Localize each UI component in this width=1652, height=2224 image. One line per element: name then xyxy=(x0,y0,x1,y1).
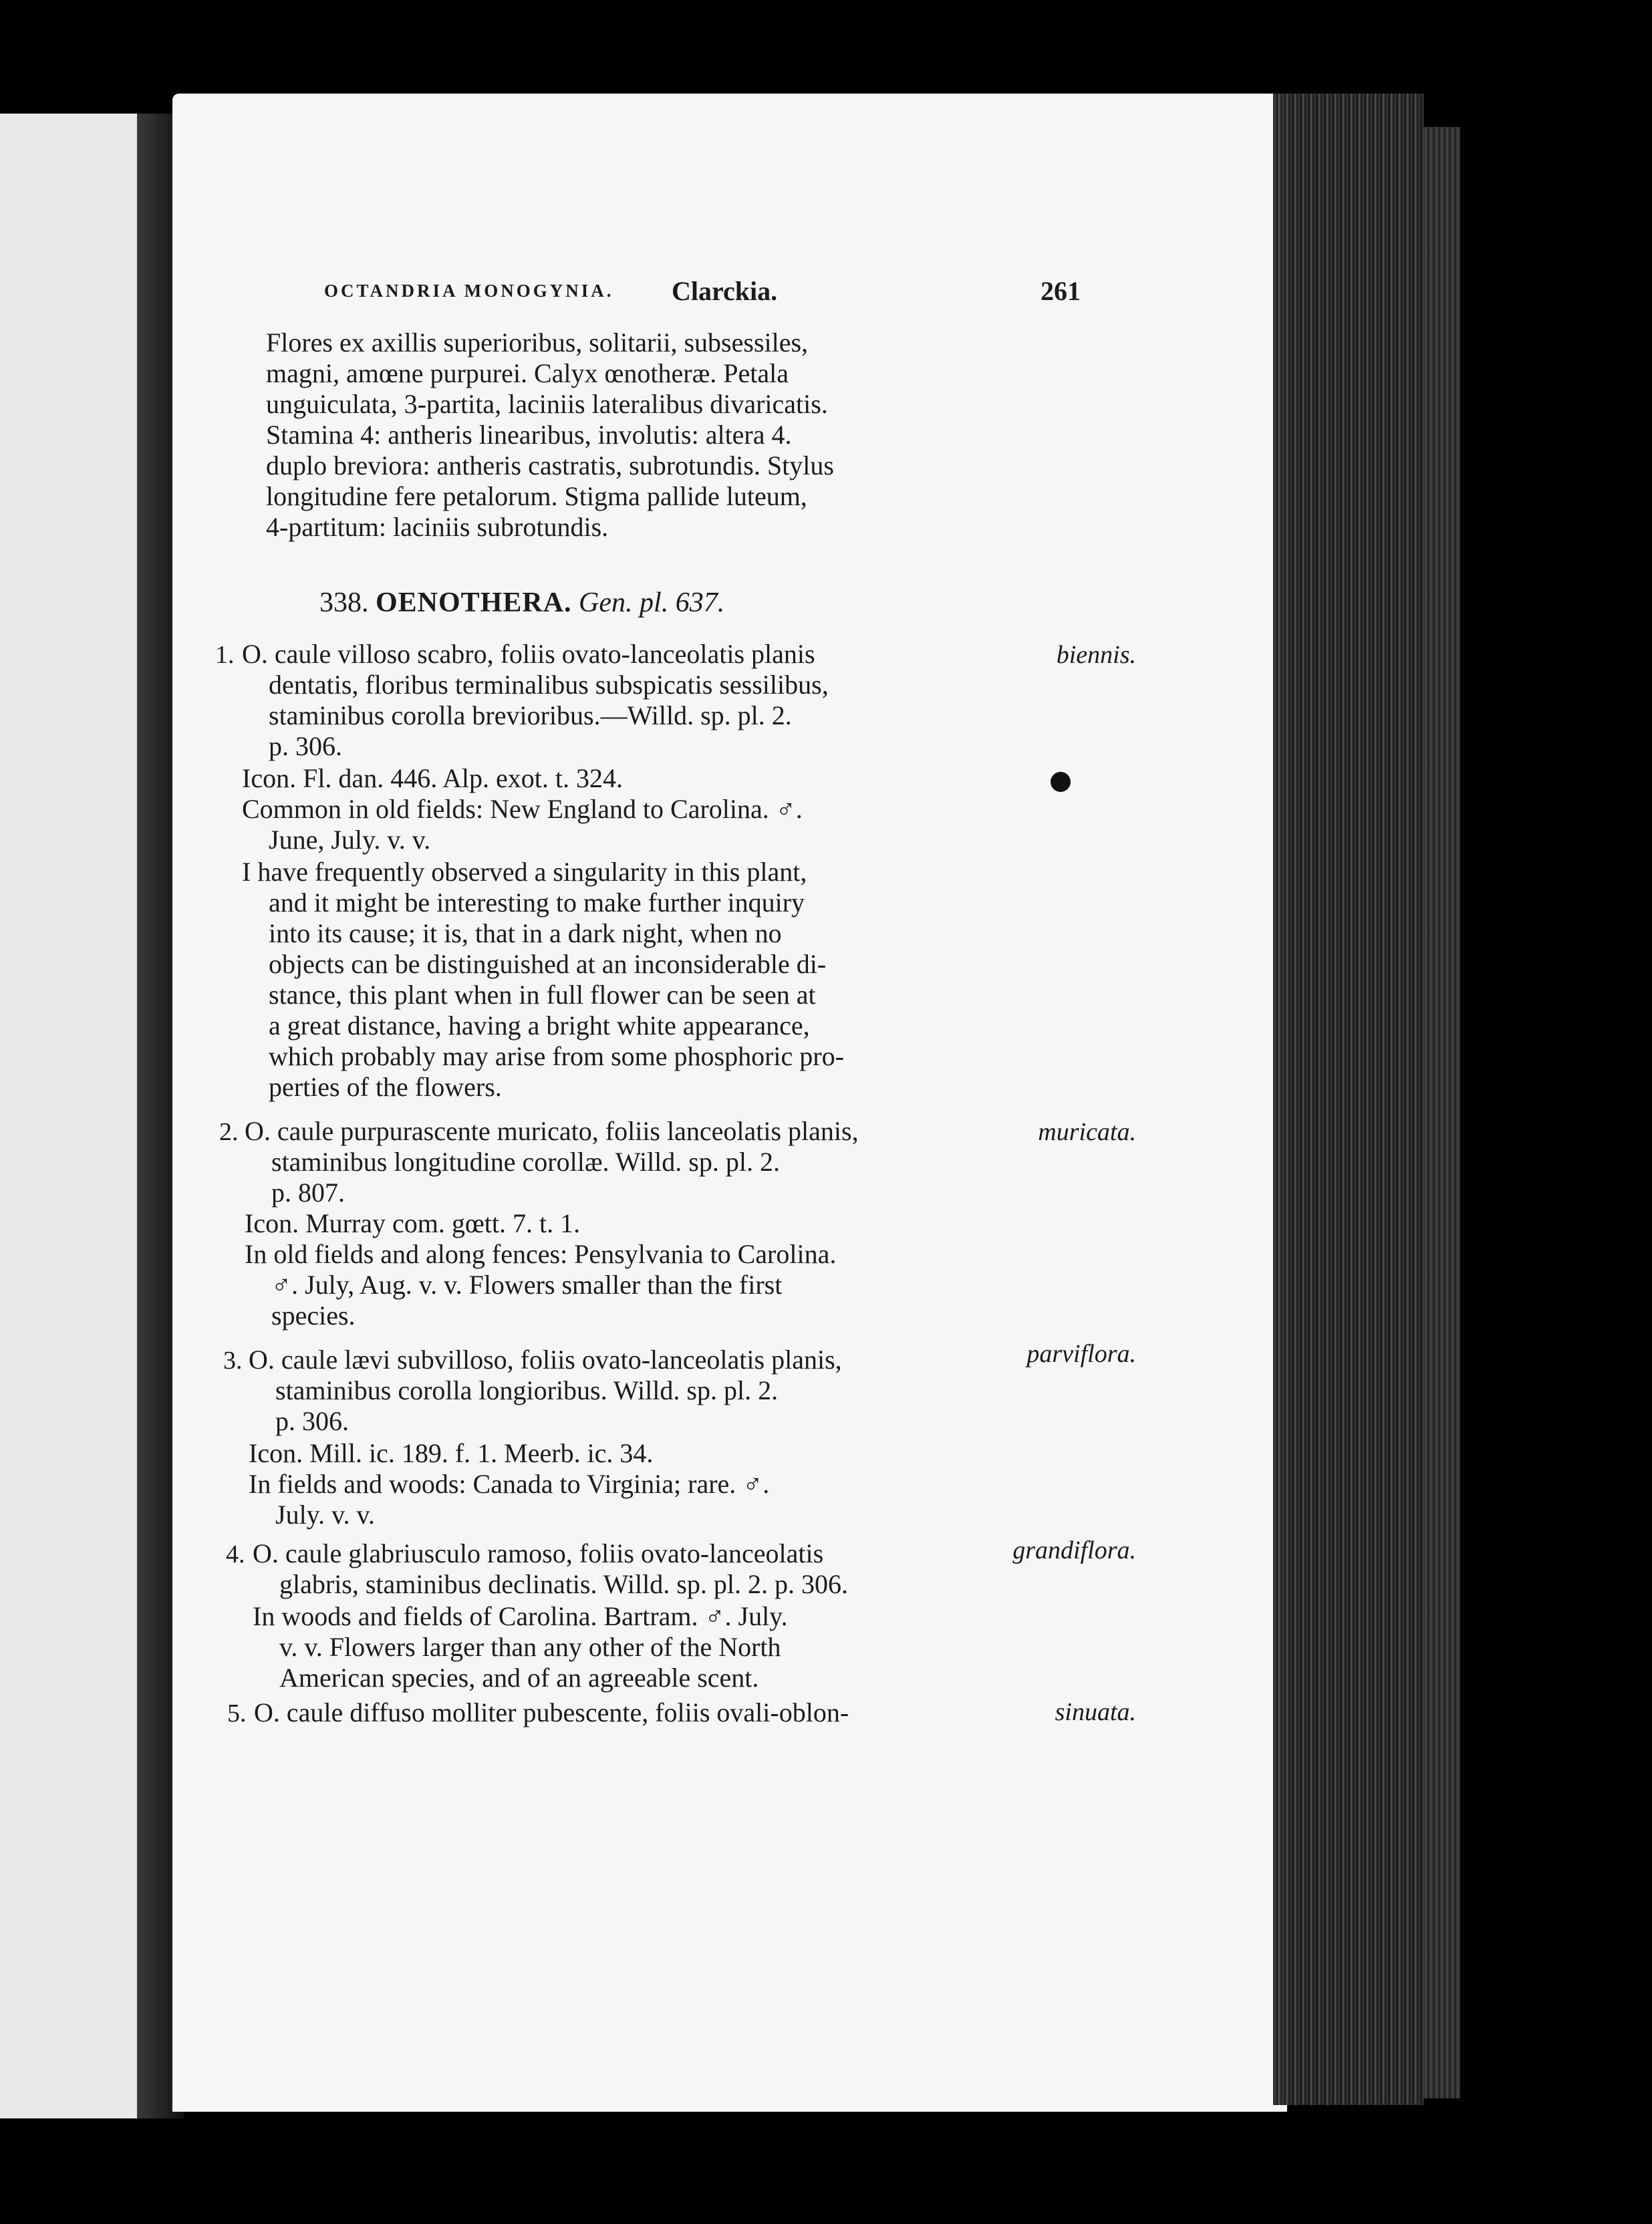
species-note-line: ♂. July, Aug. v. v. Flowers smaller than the first xyxy=(271,1270,783,1300)
species-head-line: staminibus longitudine corollæ. Willd. sp. pl. 2. xyxy=(271,1147,780,1177)
species-head-line: O. caule diffuso molliter pubescente, foliis ovali-oblon- xyxy=(254,1697,849,1727)
species-note-line: American species, and of an agreeable scent. xyxy=(279,1663,759,1693)
species-head-line: O. caule villoso scabro, foliis ovato-lanceolatis planis xyxy=(242,639,815,669)
species-number: 3. xyxy=(223,1347,243,1375)
species-note-line: Icon. Fl. dan. 446. Alp. exot. t. 324. xyxy=(242,763,623,793)
species-head-line: O. caule glabriusculo ramoso, foliis ovato-lanceolatis xyxy=(253,1538,824,1568)
genus-name: OENOTHERA. xyxy=(376,587,572,618)
species-number: 1. xyxy=(215,641,235,669)
page-edges-outer xyxy=(1423,127,1460,2098)
species-note-line: In old fields and along fences: Pensylvania to Carolina. xyxy=(245,1239,837,1269)
species-epithet: biennis. xyxy=(1056,641,1136,669)
species-note-line: which probably may arise from some phosphoric pro- xyxy=(269,1041,844,1071)
species-number: 4. xyxy=(226,1540,245,1568)
species-note-line: I have frequently observed a singularity in this plant, xyxy=(242,857,807,887)
species-note-line: v. v. Flowers larger than any other of the North xyxy=(279,1632,781,1662)
species-head-line: p. 306. xyxy=(275,1406,349,1436)
species-head-line: glabris, staminibus declinatis. Willd. sp. pl. 2. p. 306. xyxy=(279,1569,848,1599)
species-note-line: Common in old fields: New England to Carolina. ♂. xyxy=(242,794,803,824)
species-note-line: July. v. v. xyxy=(275,1500,375,1530)
genus-number: 338. xyxy=(319,587,369,618)
species-note-line: stance, this plant when in full flower can be seen at xyxy=(269,980,816,1010)
intro-line: Stamina 4: antheris linearibus, involutis: altera 4. xyxy=(266,420,792,450)
species-note-line: a great distance, having a bright white appearance, xyxy=(269,1010,810,1040)
species-note-line: objects can be distinguished at an inconsiderable di- xyxy=(269,949,827,979)
page-number: 261 xyxy=(1041,276,1081,306)
ink-blot xyxy=(1051,772,1071,792)
species-head-line: staminibus corolla brevioribus.—Willd. sp. pl. 2. xyxy=(269,700,792,730)
species-head-line: dentatis, floribus terminalibus subspicatis sessilibus, xyxy=(269,670,829,700)
species-head-line: O. caule purpurascente muricato, foliis lanceolatis planis, xyxy=(245,1116,859,1146)
species-note-line: In fields and woods: Canada to Virginia; rare. ♂. xyxy=(249,1469,770,1499)
species-note-line: perties of the flowers. xyxy=(269,1072,502,1102)
species-head-line: staminibus corolla longioribus. Willd. sp. pl. 2. xyxy=(275,1375,779,1405)
species-epithet: grandiflora. xyxy=(1012,1536,1136,1564)
species-head-line: O. caule lævi subvilloso, foliis ovato-lanceolatis planis, xyxy=(249,1345,842,1375)
facing-page xyxy=(0,114,137,2118)
running-header-section: OCTANDRIA MONOGYNIA. xyxy=(324,281,614,301)
species-note-line: into its cause; it is, that in a dark night, when no xyxy=(269,918,782,948)
intro-line: unguiculata, 3-partita, laciniis lateralibus divaricatis. xyxy=(266,389,828,419)
intro-line: Flores ex axillis superioribus, solitarii, subsessiles, xyxy=(266,327,809,358)
intro-line: duplo breviora: antheris castratis, subrotundis. Stylus xyxy=(266,450,834,480)
page-edges xyxy=(1273,94,1423,2105)
intro-line: 4-partitum: laciniis subrotundis. xyxy=(266,512,609,542)
running-header-genus: Clarckia. xyxy=(672,276,778,306)
intro-line: magni, amœne purpurei. Calyx œnotheræ. Petala xyxy=(266,358,789,388)
species-note-line: June, July. v. v. xyxy=(269,825,431,855)
species-note-line: Icon. Murray com. gœtt. 7. t. 1. xyxy=(245,1208,581,1238)
species-number: 5. xyxy=(227,1699,247,1727)
species-head-line: p. 306. xyxy=(269,731,342,761)
species-epithet: sinuata. xyxy=(1055,1698,1136,1726)
species-epithet: parviflora. xyxy=(1026,1340,1136,1368)
species-epithet: muricata. xyxy=(1038,1118,1136,1146)
species-note-line: Icon. Mill. ic. 189. f. 1. Meerb. ic. 34. xyxy=(249,1438,654,1468)
species-note-line: species. xyxy=(271,1300,356,1331)
genus-heading xyxy=(319,587,724,619)
intro-line: longitudine fere petalorum. Stigma pallide luteum, xyxy=(266,481,807,511)
genus-reference: Gen. pl. 637. xyxy=(579,587,725,618)
species-number: 2. xyxy=(219,1118,239,1146)
species-note-line: In woods and fields of Carolina. Bartram. ♂. July. xyxy=(253,1601,788,1631)
species-note-line: and it might be interesting to make further inquiry xyxy=(269,887,805,918)
species-head-line: p. 807. xyxy=(271,1177,345,1208)
